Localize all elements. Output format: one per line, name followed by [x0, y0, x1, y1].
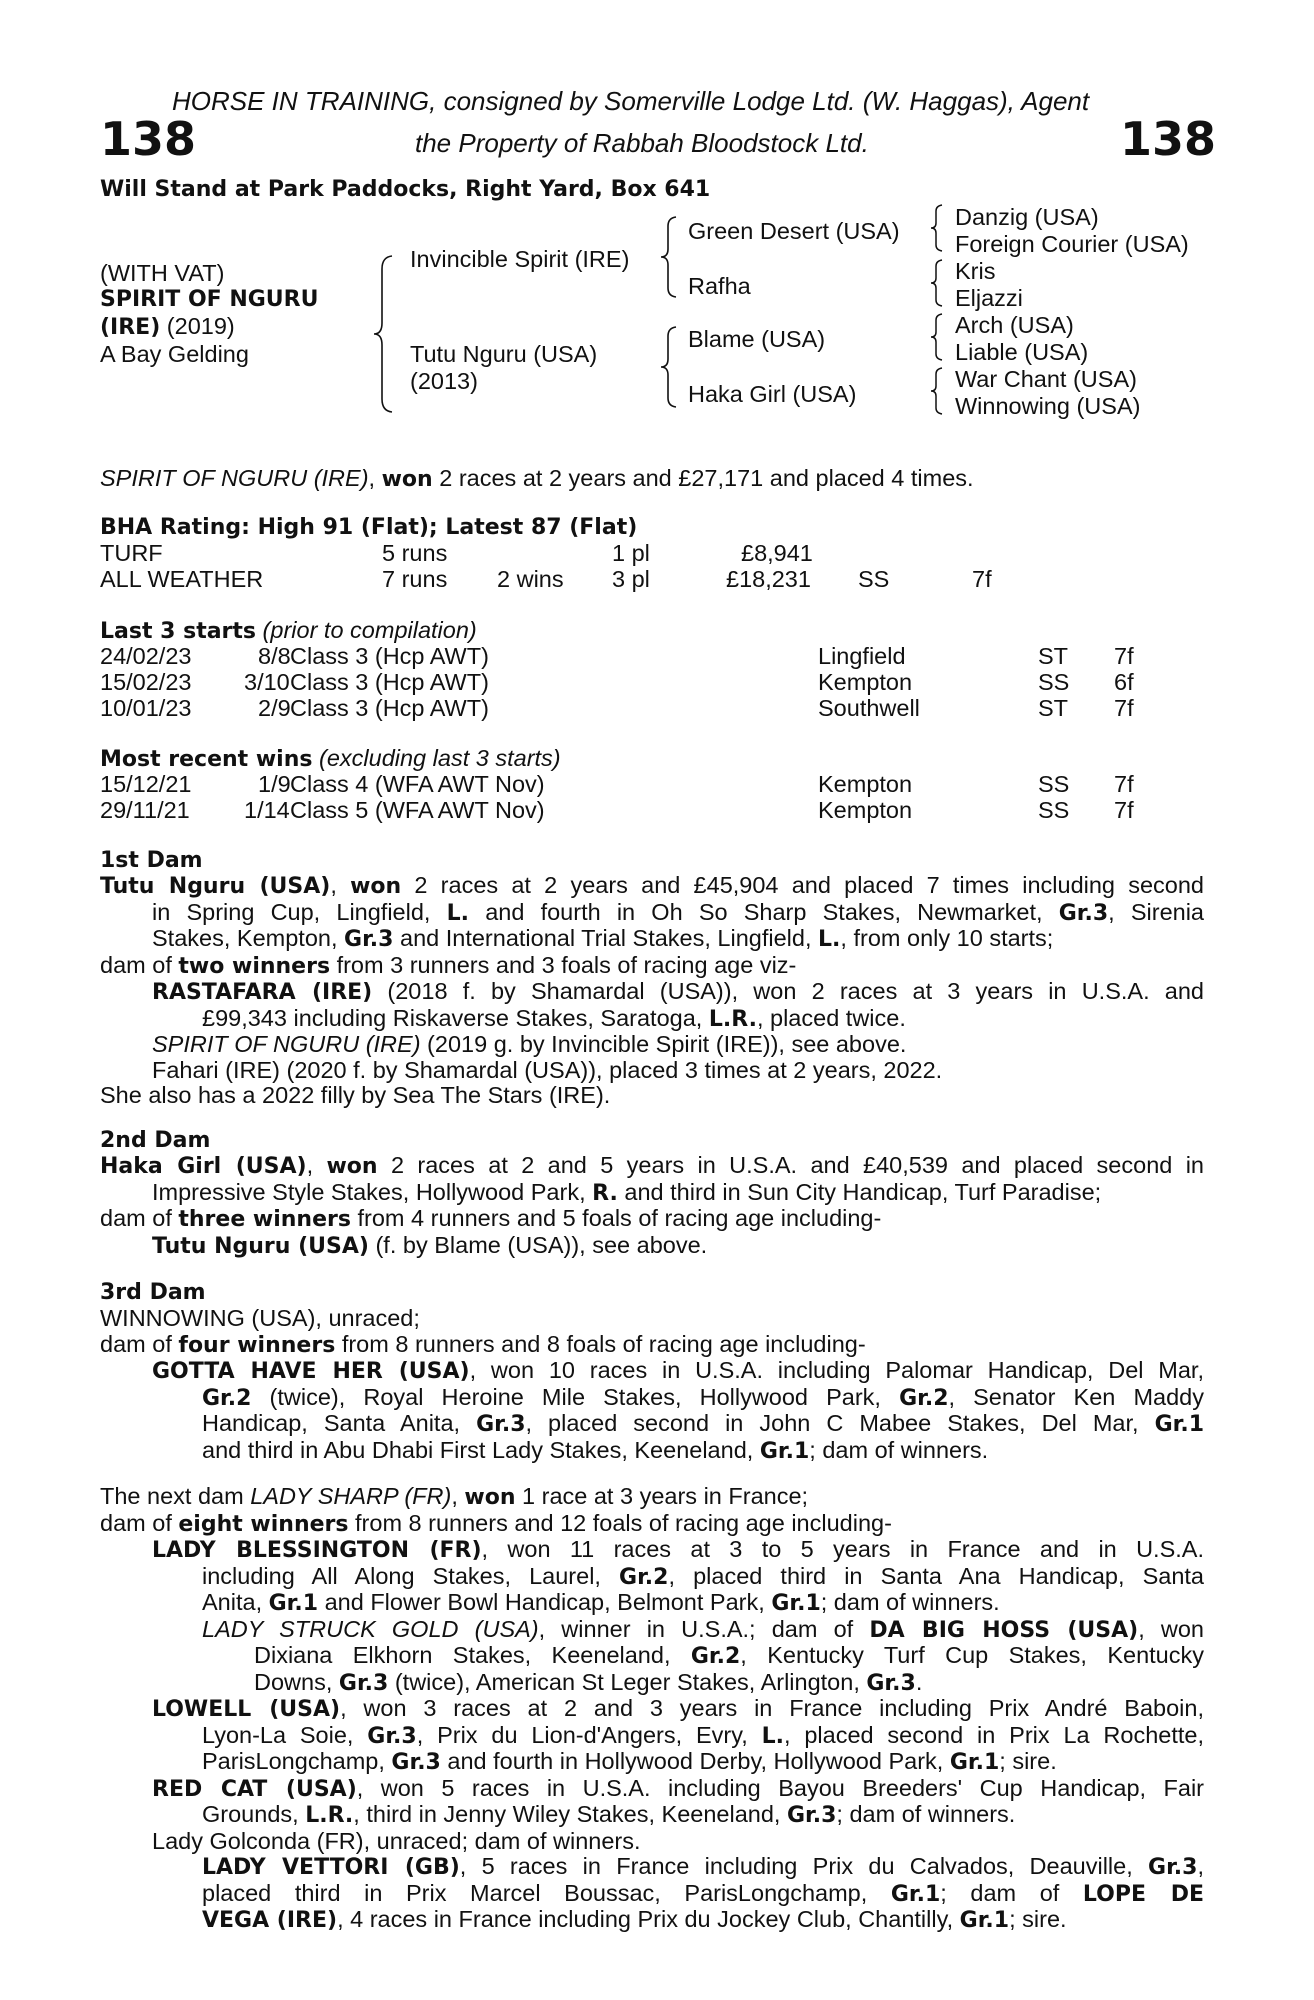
pedigree-ggs-3: Kris [955, 258, 996, 284]
pedigree-granddam-sire: Rafha [688, 273, 751, 299]
start-date: 24/02/23 [100, 643, 192, 669]
win-position: 1/14 [244, 797, 290, 823]
rating-placed: 1 pl [612, 540, 650, 566]
start-going: ST [1038, 643, 1069, 669]
rating-wins: 2 wins [497, 566, 564, 592]
start-position: 2/9 [258, 695, 291, 721]
rating-distance: 7f [972, 566, 992, 592]
start-going: SS [1038, 669, 1070, 695]
start-course: Southwell [818, 695, 920, 721]
race-summary: SPIRIT OF NGURU (IRE), won 2 races at 2 years and £27,171 and placed 4 times. [100, 465, 974, 492]
pedigree-ggd-4: Winnowing (USA) [955, 393, 1141, 419]
start-distance: 7f [1114, 643, 1134, 669]
win-distance: 7f [1114, 771, 1134, 797]
bha-rating: BHA Rating: High 91 (Flat); Latest 87 (Flat) [100, 515, 638, 540]
second-dam-text: Haka Girl (USA), won 2 races at 2 and 5 years in U.S.A. and £40,539 and placed second in Impressive Style Stakes, Hollywood Park, R. and third in Sun City Handicap, Turf Paradise; dam of three winners from 4 runners and 5 foals of racing age including- Tutu Nguru (USA) (f. by Blame (USA)), see above. [100, 1152, 1204, 1259]
next-dam-text: The next dam LADY SHARP (FR), won 1 race at 3 years in France; dam of eight winners from 8 runners and 12 foals of racing age including- LADY BLESSINGTON (FR), won 11 races at 3 to 5 years in France and in U.S.A. including All Along Stakes, Laurel, Gr.2, placed third in Santa Ana Handicap, Santa Anita, Gr.1 and Flower Bowl Handicap, Belmont Park, Gr.1; dam of winners. LADY STRUCK GOLD (USA), winner in U.S.A.; dam of DA BIG HOSS (USA), won Dixiana Elkhorn Stakes, Keeneland, Gr.2, Kentucky Turf Cup Stakes, Kentucky Downs, Gr.3 (twice), American St Leger Stakes, Arlington, Gr.3. LOWELL (USA), won 3 races at 2 and 3 years in France including Prix André Baboin, Lyon-La Soie, Gr.3, Prix du Lion-d'Angers, Evry, L., placed second in Prix La Rochette, ParisLongchamp, Gr.3 and fourth in Hollywood Derby, Hollywood Park, Gr.1; sire. RED CAT (USA), won 5 races in U.S.A. including Bayou Breeders' Cup Handicap, Fair Grounds, L.R., third in Jenny Wiley Stakes, Keeneland, Gr.3; dam of winners. Lady Golconda (FR), unraced; dam of winners. LADY VETTORI (GB), 5 races in France including Prix du Calvados, Deauville, Gr.3, placed third in Prix Marcel Boussac, ParisLongchamp, Gr.1; dam of LOPE DE VEGA (IRE), 4 races in France including Prix du Jockey Club, Chantilly, Gr.1; sire. [100, 1483, 1205, 1933]
first-dam-text: Tutu Nguru (USA), won 2 races at 2 years and £45,904 and placed 7 times including second in Spring Cup, Lingfield, L. and fourth in Oh So Sharp Stakes, Newmarket, Gr.3, Sirenia Stakes, Kempton, Gr.3 and International Trial Stakes, Lingfield, L., from only 10 starts; dam of two winners from 3 runners and 3 foals of racing age viz- RASTAFARA (IRE) (2018 f. by Shamardal (USA)), won 2 races at 3 years in U.S.A. and £99,343 including Riskaverse Stakes, Saratoga, L.R., placed twice. SPIRIT OF NGURU (IRE) (2019 g. by Invincible Spirit (IRE)), see above. Fahari (IRE) (2020 f. by Shamardal (USA)), placed 3 times at 2 years, 2022. She also has a 2022 filly by Sea The Stars (IRE). [100, 872, 1204, 1108]
start-position: 3/10 [244, 669, 290, 695]
lot-number-left: 138 [100, 112, 197, 166]
pedigree-brace-6 [930, 313, 944, 361]
pedigree-brace-4 [930, 204, 944, 252]
start-going: ST [1038, 695, 1069, 721]
pedigree-sire: Invincible Spirit (IRE) [410, 246, 630, 272]
pedigree-brace-3 [660, 326, 678, 408]
win-going: SS [1038, 797, 1070, 823]
start-race: Class 3 (Hcp AWT) [290, 643, 489, 669]
pedigree-ggd-1: Arch (USA) [955, 312, 1074, 338]
rating-money: £8,941 [741, 540, 813, 566]
pedigree-dam: Tutu Nguru (USA) [410, 341, 598, 367]
horse-description: A Bay Gelding [100, 341, 249, 367]
pedigree-grandsire: Green Desert (USA) [688, 218, 900, 244]
win-distance: 7f [1114, 797, 1134, 823]
rating-runs: 5 runs [382, 540, 448, 566]
win-date: 15/12/21 [100, 771, 192, 797]
pedigree-brace-1 [372, 255, 394, 413]
first-dam-heading: 1st Dam [100, 848, 203, 873]
horse-name: SPIRIT OF NGURU [100, 287, 319, 312]
start-date: 10/01/23 [100, 695, 192, 721]
pedigree-ggd-3: War Chant (USA) [955, 366, 1137, 392]
win-course: Kempton [818, 797, 913, 823]
consignor-line: HORSE IN TRAINING, consigned by Somerville Lodge Ltd. (W. Haggas), Agent [172, 86, 1090, 116]
pedigree-ggd-2: Liable (USA) [955, 339, 1089, 365]
pedigree-ggs-2: Foreign Courier (USA) [955, 231, 1189, 257]
pedigree-granddam: Haka Girl (USA) [688, 381, 857, 407]
win-position: 1/9 [258, 771, 291, 797]
rating-money: £18,231 [726, 566, 811, 592]
stand-location: Will Stand at Park Paddocks, Right Yard, Box 641 [100, 177, 711, 202]
rating-runs: 7 runs [382, 566, 448, 592]
pedigree-dam-year: (2013) [410, 368, 478, 394]
horse-country-year: (IRE) (2019) [100, 313, 235, 340]
win-going: SS [1038, 771, 1070, 797]
start-distance: 7f [1114, 695, 1134, 721]
last3-heading: Last 3 starts (prior to compilation) [100, 617, 477, 644]
pedigree-dam-sire: Blame (USA) [688, 326, 826, 352]
win-course: Kempton [818, 771, 913, 797]
pedigree-brace-5 [930, 259, 944, 307]
start-date: 15/02/23 [100, 669, 192, 695]
pedigree-ggs-1: Danzig (USA) [955, 204, 1099, 230]
start-position: 8/8 [258, 643, 291, 669]
third-dam-heading: 3rd Dam [100, 1280, 206, 1305]
property-line: the Property of Rabbah Bloodstock Ltd. [415, 128, 869, 158]
rating-surface: TURF [100, 540, 163, 566]
rating-placed: 3 pl [612, 566, 650, 592]
pedigree-ggs-4: Eljazzi [955, 285, 1023, 311]
start-race: Class 3 (Hcp AWT) [290, 669, 489, 695]
start-race: Class 3 (Hcp AWT) [290, 695, 489, 721]
start-distance: 6f [1114, 669, 1134, 695]
pedigree-brace-7 [930, 367, 944, 415]
lot-number-right: 138 [1120, 112, 1217, 166]
vat-label: (WITH VAT) [100, 260, 225, 286]
rating-going: SS [858, 566, 890, 592]
win-date: 29/11/21 [100, 797, 190, 823]
third-dam-text: WINNOWING (USA), unraced; dam of four winners from 8 runners and 8 foals of racing age including- GOTTA HAVE HER (USA), won 10 races in U.S.A. including Palomar Handicap, Del Mar, Gr.2 (twice), Royal Heroine Mile Stakes, Hollywood Park, Gr.2, Senator Ken Maddy Handicap, Santa Anita, Gr.3, placed second in John C Mabee Stakes, Del Mar, Gr.1 and third in Abu Dhabi First Lady Stakes, Keeneland, Gr.1; dam of winners. [100, 1305, 1204, 1464]
second-dam-heading: 2nd Dam [100, 1128, 211, 1153]
win-race: Class 5 (WFA AWT Nov) [290, 797, 545, 823]
start-course: Lingfield [818, 643, 906, 669]
recent-wins-heading: Most recent wins (excluding last 3 starts) [100, 745, 561, 772]
rating-surface: ALL WEATHER [100, 566, 264, 592]
win-race: Class 4 (WFA AWT Nov) [290, 771, 545, 797]
start-course: Kempton [818, 669, 913, 695]
pedigree-brace-2 [660, 216, 678, 298]
